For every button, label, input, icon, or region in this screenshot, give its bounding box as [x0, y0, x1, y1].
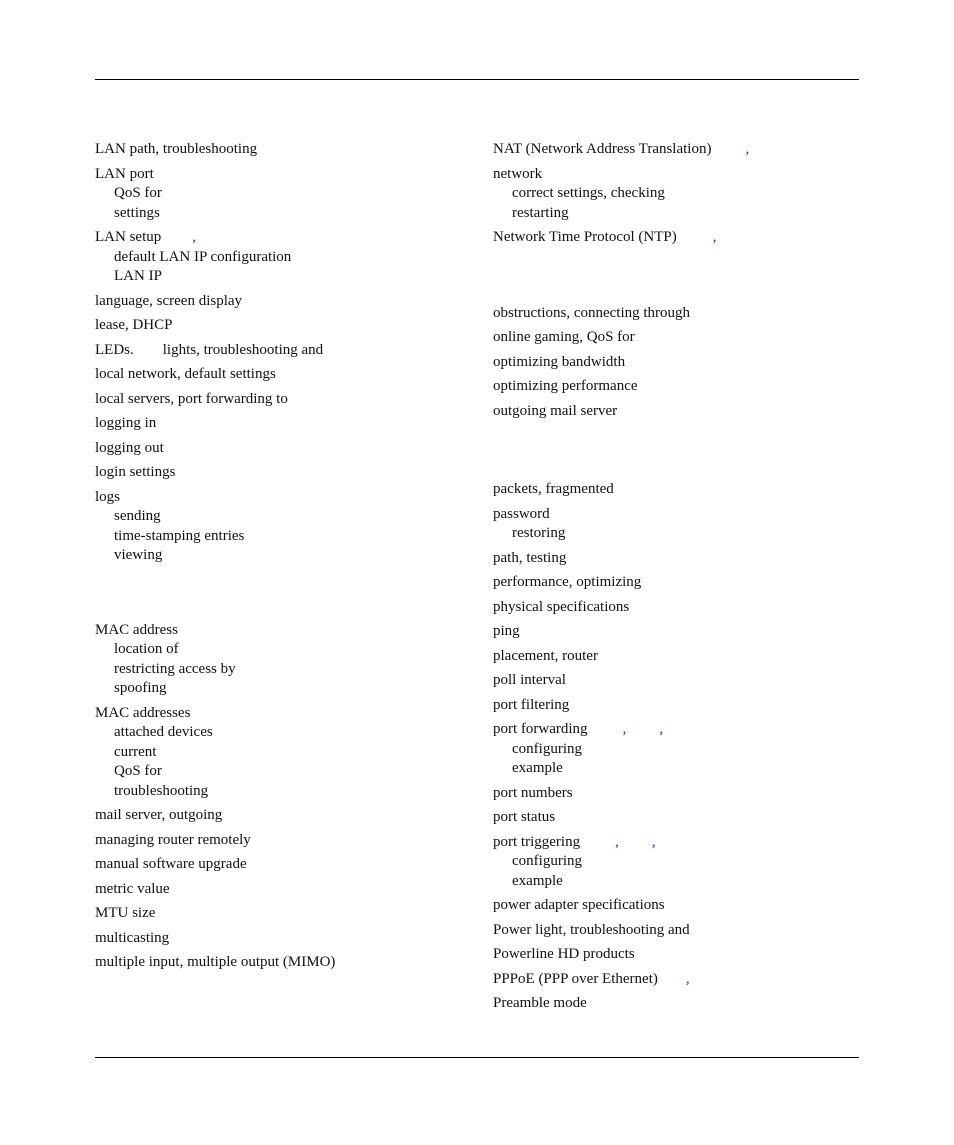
- index-term: optimizing performance: [493, 378, 638, 394]
- index-term: optimizing bandwidth: [493, 353, 626, 370]
- index-entry: [95, 316, 465, 336]
- letter-group-gap: [95, 571, 465, 621]
- index-term: logs: [95, 488, 121, 505]
- index-term: [95, 228, 465, 248]
- index-entry: [493, 353, 863, 373]
- index-entry: [493, 328, 863, 348]
- index-term: Preamble mode: [493, 995, 587, 1011]
- index-term: [493, 720, 863, 740]
- index-column-left: [95, 140, 465, 978]
- index-term: [493, 140, 863, 160]
- index-entry: [493, 720, 863, 779]
- index-subterm: LAN IP: [114, 268, 162, 284]
- page-link-separator[interactable]: ,: [622, 721, 627, 737]
- index-term: MAC addresses: [95, 704, 191, 721]
- index-subterm: spoofing: [114, 680, 167, 696]
- page-link-separator[interactable]: ,: [712, 229, 717, 245]
- index-entry: [95, 463, 465, 483]
- index-entry: [95, 292, 465, 312]
- index-subterm: configuring: [512, 740, 582, 757]
- index-entry: [493, 480, 863, 500]
- index-entry: [95, 341, 465, 361]
- index-subterm: restarting: [512, 204, 569, 221]
- index-term: mail server, outgoing: [95, 807, 223, 823]
- index-term: login settings: [95, 464, 176, 480]
- index-subterm: correct settings, checking: [512, 185, 665, 201]
- index-term: port filtering: [493, 696, 570, 713]
- index-entry: [493, 671, 863, 691]
- index-term: multicasting: [95, 929, 170, 946]
- index-entry: [95, 228, 465, 287]
- index-term: performance, optimizing: [493, 574, 642, 590]
- index-term: multiple input, multiple output (MIMO): [95, 954, 336, 970]
- index-subterm: troubleshooting: [114, 782, 209, 799]
- index-entry: [493, 994, 863, 1014]
- index-entry: [493, 696, 863, 716]
- index-entry: [95, 439, 465, 459]
- index-term-text: LAN setup: [95, 229, 162, 245]
- index-entry: [95, 929, 465, 949]
- index-term: [493, 833, 863, 853]
- index-term: metric value: [95, 880, 170, 897]
- index-term: password: [493, 505, 550, 522]
- index-entry: [493, 228, 863, 248]
- index-term: managing router remotely: [95, 831, 251, 848]
- index-subterm: location of: [114, 641, 179, 657]
- index-subterm: example: [512, 760, 563, 776]
- index-term-text: NAT (Network Address Translation): [493, 141, 712, 157]
- index-term: Powerline HD products: [493, 946, 635, 962]
- index-term: logging out: [95, 439, 164, 456]
- index-term: lease, DHCP: [95, 317, 173, 333]
- index-term: LAN port: [95, 165, 154, 182]
- index-entry: [493, 921, 863, 941]
- index-subterm: configuring: [512, 853, 582, 869]
- index-entry: [95, 140, 465, 160]
- index-entry: [493, 377, 863, 397]
- index-entry: [95, 855, 465, 875]
- index-entry: [95, 806, 465, 826]
- index-term: network: [493, 165, 543, 182]
- index-term-text: Network Time Protocol (NTP): [493, 229, 677, 245]
- index-term: logging in: [95, 415, 157, 431]
- index-entry: [95, 953, 465, 973]
- index-subterm: example: [512, 872, 563, 889]
- index-subterm: current: [114, 743, 157, 760]
- index-entry: [493, 598, 863, 618]
- index-entry: [95, 165, 465, 224]
- index-entry: [95, 488, 465, 566]
- letter-group-gap: [493, 253, 863, 304]
- index-entry: [95, 390, 465, 410]
- index-term: placement, router: [493, 647, 598, 664]
- page-link-separator[interactable]: ,: [745, 141, 750, 157]
- index-subterm: restoring: [512, 525, 566, 541]
- index-term-text: port forwarding: [493, 721, 588, 737]
- index-entry: [493, 808, 863, 828]
- page-link-separator[interactable]: ,: [651, 833, 656, 850]
- footer-rule: [95, 1057, 859, 1058]
- index-entry: [493, 505, 863, 544]
- index-entry: [493, 140, 863, 160]
- index-term-text: LEDs.: [95, 341, 134, 358]
- index-column-right: [493, 140, 863, 1019]
- index-entry: [95, 704, 465, 802]
- page-link-separator[interactable]: ,: [615, 833, 619, 850]
- index-entry: [95, 904, 465, 924]
- index-entry: [493, 304, 863, 324]
- index-term: [493, 228, 863, 248]
- index-subterm: default LAN IP configuration: [114, 248, 292, 265]
- index-entry: [95, 880, 465, 900]
- index-term: [493, 970, 863, 990]
- index-entry: [493, 402, 863, 422]
- index-term: physical specifications: [493, 598, 630, 615]
- index-term: MAC address: [95, 621, 178, 638]
- index-subterm: attached devices: [114, 724, 213, 740]
- index-term: MTU size: [95, 905, 156, 921]
- index-entry: [493, 784, 863, 804]
- index-subterm: sending: [114, 508, 161, 524]
- index-subterm: time-stamping entries: [114, 527, 245, 544]
- index-term: obstructions, connecting through: [493, 304, 691, 321]
- index-term: local servers, port forwarding to: [95, 390, 288, 407]
- index-term: Power light, troubleshooting and: [493, 921, 690, 938]
- letter-group-gap: [493, 426, 863, 480]
- index-subterm: QoS for: [114, 185, 162, 201]
- index-term: [95, 341, 465, 361]
- index-subterm: QoS for: [114, 763, 162, 779]
- index-subterm: settings: [114, 204, 160, 221]
- index-term: manual software upgrade: [95, 856, 247, 872]
- index-term-text: port triggering: [493, 833, 581, 850]
- index-term-text: lights, troubleshooting and: [162, 341, 324, 358]
- index-term: ping: [493, 623, 520, 639]
- index-subterm: viewing: [114, 547, 163, 563]
- index-term: local network, default settings: [95, 366, 276, 382]
- index-entry: [493, 622, 863, 642]
- index-entry: [95, 831, 465, 851]
- index-term: port status: [493, 809, 556, 825]
- page-link-separator[interactable]: ,: [685, 970, 690, 987]
- index-term-text: PPPoE (PPP over Ethernet): [493, 970, 658, 987]
- index-entry: [493, 945, 863, 965]
- index-term: packets, fragmented: [493, 481, 614, 497]
- index-term: language, screen display: [95, 292, 243, 309]
- index-entry: [493, 833, 863, 892]
- index-entry: [493, 573, 863, 593]
- page-link-separator[interactable]: ,: [192, 229, 196, 245]
- index-entry: [95, 365, 465, 385]
- index-term: outgoing mail server: [493, 402, 618, 419]
- index-term: port numbers: [493, 784, 573, 801]
- header-rule: [95, 79, 859, 80]
- index-entry: [493, 549, 863, 569]
- index-term: power adapter specifications: [493, 897, 665, 913]
- index-term: path, testing: [493, 549, 567, 566]
- index-entry: [493, 647, 863, 667]
- index-term: online gaming, QoS for: [493, 329, 635, 345]
- index-term: poll interval: [493, 672, 566, 688]
- index-entry: [95, 414, 465, 434]
- page-link-separator[interactable]: ,: [659, 721, 664, 737]
- index-term: LAN path, troubleshooting: [95, 141, 258, 157]
- index-subterm: restricting access by: [114, 660, 236, 677]
- index-entry: [95, 621, 465, 699]
- index-entry: [493, 970, 863, 990]
- index-entry: [493, 165, 863, 224]
- index-entry: [493, 896, 863, 916]
